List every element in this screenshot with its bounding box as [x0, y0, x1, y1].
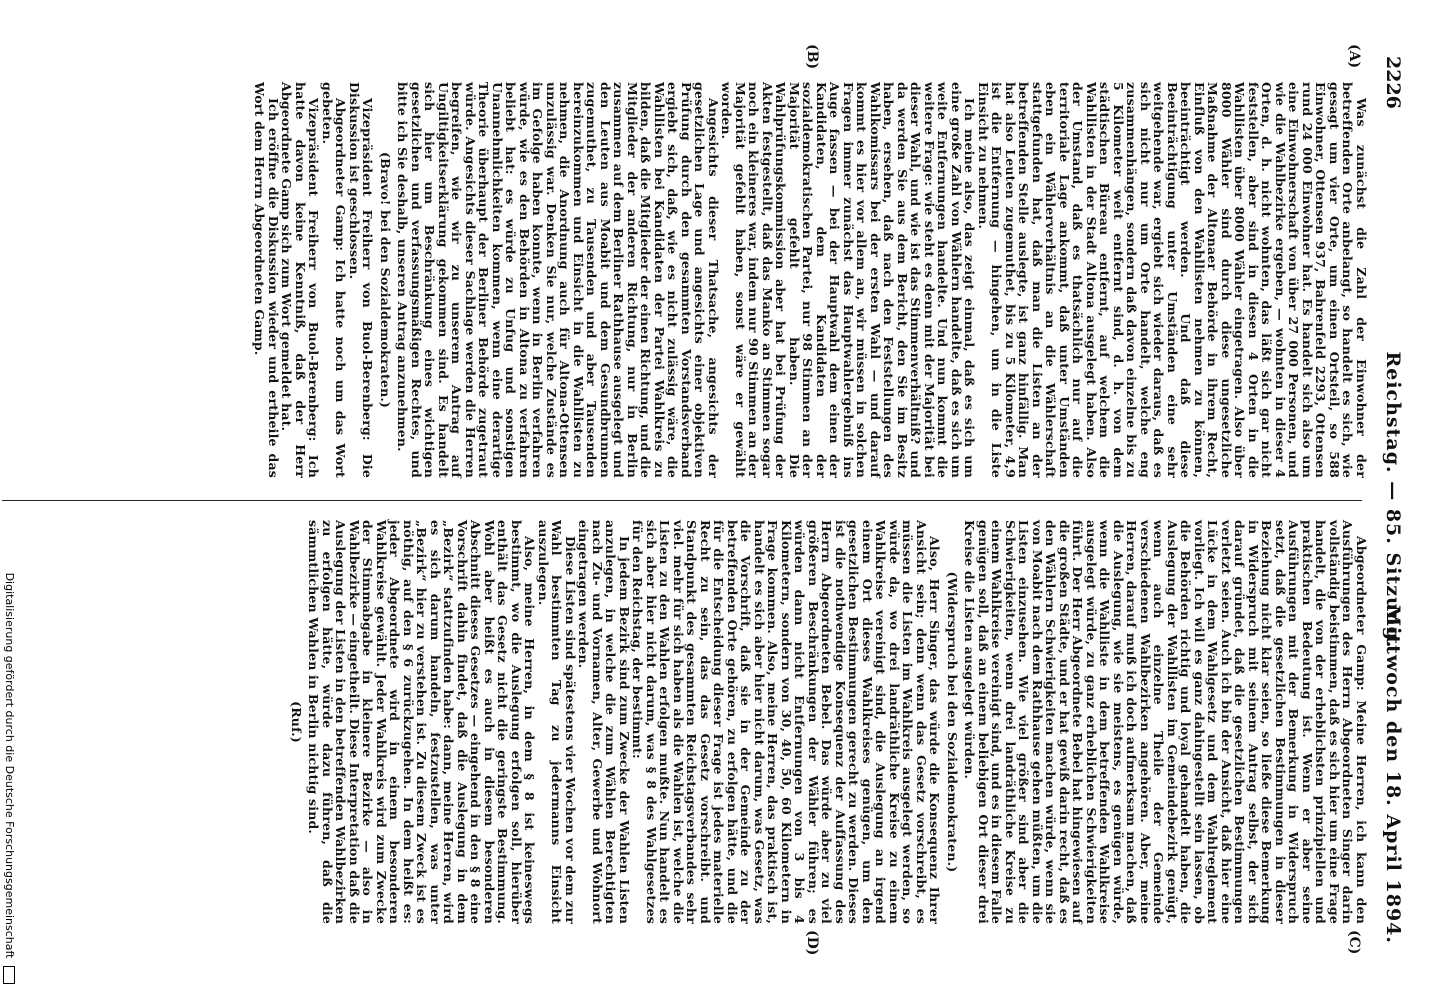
- quotation: In jedem Bezirk sind zum Zwecke der Wahlen Listen anzulegen, in welche die zum Wählen Berechtigten nach Zu- und Vornamen, Alter, Gewerbe und Wohnort eingetragen werden.: [576, 520, 632, 924]
- left-column: [253, 82, 1368, 478]
- running-title: Reichstag. — 85. Sitzung.: [1382, 351, 1404, 649]
- credit-text: Digitalisierung gefördert durch die Deutsche Forschungsgemeinschaft: [3, 572, 16, 959]
- paragraph: Abgeordneter Gamp: Meine Herren, ich kann den Ausführungen des Herrn Abgeordneten Singer darin vollständig beistimmen, daß es sich hier um eine Frage handelt, die von der erheblichsten prinzipiellen und praktischen Bedeutung ist. Wenn er aber seine Ausführungen mit der Bemerkung in Widerspruch setzt, daß die gesetzlichen Bestimmungen in dieser Beziehung nicht klar seien, so ließe diese Bemerkung in Widerspruch mit seinem Antrag selbst, der sich darauf gründet, daß die gesetzlichen Bestimmungen verletzt seien. Auch ich bin der Ansicht, daß hier eine Lücke in dem Wahlgesetz und dem Wahlreglement vorliegt. Ich will es ganz dahingestellt sein lassen, ob die Behörden richtig und loyal gehandelt haben, die Auslegung der Wahllisten im Gemeindebezirk genügt, wenn auch einzelne Theile der Gemeinde verschiedenen Wahlbezirken angehören. Aber, meine Herren, darauf muß ich doch aufmerksam machen, daß die Auslegung, wie sie meistens, es genügen würde, wenn die Wahlliste in dem betreffenden Wahlkreise ausgelegt würde, zu ganz erheblichen Schwierigkeiten führt. Der Herr Abgeordnete Bebel hat hingewiesen auf die großen Städte, und er hat gewiß darin recht, daß es den Wählern Schwierigkeiten machen würde, wenn sie von Moabit nach dem Rathhause gehen müßten, um die Listen einzusehen. Wie viel größer sind aber die Schwierigkeiten, wenn drei landräthliche Kreise zu einem Wahlkreise vereinigt sind, und es in diesem Falle genügen soll, daß an einem beliebigen Ort dieser drei Kreise die Listen ausgelegt würden.: [962, 520, 1369, 924]
- paragraph: Was zunächst die Zahl der Einwohner der betreffenden Orte anbelangt, so handelt es sich, wie gesagt um vier Orte, um einen Ortsteil, so 588 Einwohner, Ottensen 937, Bahrenfeld 2293, Ottensen rund 24 000 Einwohner hat. Es handelt sich also um eine Einwohnerschaft von über 27 000 Personen, und wie die Wahlbezirke ergeben, — wohnten in dieser 4 Orten, d. h. nicht wohnten, das läßt sich gar nicht feststellen, aber sind in diesen 4 Orten in die Wahllisten über 8000 Wähler eingetragen. Also über 8000 Wähler sind durch diese ungesetzliche Maßnahme der Altonaer Behörde in ihrem Recht, Einfluß von den Wahllisten nehmen zu können, beeinträchtigt werden. Und daß diese Beeinträchtigung unter Umständen eine sehr weitgehende war, ergiebt sich wieder daraus, daß es sich nicht nur um Orte handelt, welche eng zusammenhängen, sondern daß davon einzelne bis zu 5 Kilometer weit entfernt sind, d. h. von dem städtischen Büreau entfernt, auf welchem die Wahllisten in der Stadt Altona ausgelegt haben. Also der Umstand, daß es thatsächlich nur auf die territoriale Lage ankommt, daß unter Umständen eben ein Wählerverhältnis an die Wählerschaft stattgefunden hat, daß man die Listen an der betreffenden Stelle auslegte, ist ganz hinfällig. Man hat also Leuten zugemuthet, bis zu 5 Kilometer, 4,9 ist die Entfernung — hingehen, um in die Liste Einsicht zu nehmen.: [976, 82, 1369, 478]
- paragraph: Also, Herr Singer, das würde die Konsequenz Ihrer Ansicht sein; denn wenn das Gesetz vorschreibt, es müssen die Listen im Wahlkreis ausgelegt werden, so würde da, wo drei landräthliche Kreise zu einem Wahlkreise vereinigt sind, die Auslegung an irgend einem Ort dieses Wahlkreises genügen, um den gesetzlichen Bestimmungen gerecht zu werden. Dieses ist die nothwendige Konsequenz der Auffassung des Herrn Abgeordneten Bebel. Das würde aber zu viel größeren Beschränkungen der Wähler führen; es würden dann nicht Entfernungen von 3 bis 4 Kilometern, sondern von 30, 40, 50, 60 Kilometern in Frage kommen. Also, meine Herren, das praktisch ist, handelt es sich aber hier nicht darum, was Gesetz, was die Vorschrift, daß sie in der Gemeinde zu der betreffenden Orte gehören, zu erfolgen hätte, und die für die Entscheidung dieser Frage ist jedes materielle Recht zu sein, das das Gesetz vorschreibt. und Standpunkt des gesammten Reichstagsverbandes sehr viel. mehr für sich haben als die Wahlen ist, welche die Listen zu den Wahlen erfolgen mußte. Nun handelt es sich aber hier nicht darum, was § 8 des Wahlgesetzes für den Reichstag, der bestimmt:: [630, 520, 943, 924]
- page-header: [1374, 56, 1410, 944]
- paragraph: Abgeordneter Gamp: Ich hatte noch um das Wort gebeten.: [320, 82, 349, 478]
- paragraph: Vizepräsident Freiherr von Buol-Berenberg: Ich hatte davon keine Kenntniß, daß der Herr Abgeordnete Gamp sich zum Wort gemeldet hat.: [279, 82, 322, 478]
- paragraph: Also, meine Herren, in dem § 8 ist keineswegs bestimmt, wo die Auslegung erfolgen soll, hierüber enthält das Gesetz nicht die geringste Bestimmung. Wohl aber heißt es auch in diesem besonderen Abschnitt dieses Gesetzes — eingehend in den § 8 eine Vorschrift dahin findet, daß die Auslegung in dem „Bezirk“ stattzufinden habe: dann, meine Herren, wird es sich darum handeln, festzustellen, was unter „Bezirk“ hier zu verstehen ist. Zu diesem Zweck ist es nöthig, auf den § 6 zurückzugehen. In dem heißt es: jeder Abgeordnete wird in einem besonderen Wahlkreise gewählt. Jeder Wahlkreis wird zum Zwecke der Stimmabgabe in kleinere Bezirke — also in Wahlbezirke — eingetheilt. Diese Interpretation daß die Auslegung der Listen in den betreffenden Wahlbezirken zu erfolgen hätte, würde dazu führen, daß die sämmtlichen Wahlen in Berlin nichtig sind.: [306, 520, 538, 924]
- right-column: [286, 520, 1369, 924]
- paragraph: Vizepräsident Freiherr von Buol-Berenberg: Die Diskussion ist geschlossen.: [347, 82, 376, 478]
- marker-c: (C): [1346, 930, 1362, 955]
- digitization-credit: [0, 0, 18, 1000]
- interjection: (Widerspruch bei den Sozialdemokraten.): [945, 571, 960, 873]
- dfg-logo: [3, 966, 15, 984]
- quotation: Diese Listen sind spätestens vier Wochen vor dem zur Wahl bestimmten Tag zu jedermanns Einsicht auszulegen.: [536, 520, 578, 924]
- marker-b: (B): [804, 44, 820, 70]
- interjection: (Bravo! bei den Sozialdemokraten.): [378, 151, 393, 409]
- page-number: 2226: [1382, 56, 1404, 109]
- marker-a: (A): [1346, 44, 1362, 69]
- paragraph: Angesichts dieser Thatsache, angesichts der gesetzlichen Lage und angesichts einer objektiven Prüfung durch den gesammten Vorstandsverband ergiebt sich, daß, wie es nicht zulässig wäre, die Wahllisten bei Kandidaten der Partei Wahlkreis zu bilden, daß die Mitglieder der einen Richtung, und die Mitglieder der anderen Richtung, nur in Berlin zusammen auf dem Berliner Rathhause ausgelegt und den Leuten aus Moabit und dem Gesundbrunnen zugemuthet, zu Tausenden und aber Tausenden hereinzukommen und Einsicht in die Wahllisten zu nehmen, die Anordnung auch für Altona-Ottensen unzulässig war. Denken Sie nur, welche Zustände es im Gefolge haben konnte, wenn in Berlin verfahren würde, wie es den Behörden in Altona zu verfahren beliebt hat: es würde zu Unfug und sonstigen Unannehmlichkeiten kommen, wenn eine derartige Theorie überhaupt der Berliner Behörde zugetraut würde. Angesichts dieser Sachlage werden die Herren begreifen, wie wir zu unserem Antrag auf Ungiltigkeitserklärung gekommen sind. Es handelt sich hier um Beschränkung eines wichtigen gesetzlichen und verfassungsmäßigen Rechtes, und bitte ich Sie deshalb, unseren Antrag anzunehmen.: [395, 82, 721, 478]
- marker-d: (D): [804, 930, 820, 956]
- column-divider: [2, 500, 1362, 501]
- session-date: Mittwoch den 18. April 1894.: [1382, 605, 1404, 944]
- paragraph: Ich meine also, das zeigt einmal, daß es sich um eine große Zahl von Wählern handelte, daß es sich um weite Entfernungen handelte. Und nun kommt die weitere Frage: wie steht es denn mit der Majorität bei dieser Wahl, und wie ist das Stimmenverhältniß? und da werden Sie aus dem Bericht, den Sie im Besitz haben, ersehen, daß nach den Feststellungen des Wahlkomissars bei der ersten Wahl — und darauf kommt es hier vor allem an, wir müssen in solchen Fragen immer zunächst das Hauptwahlergebniß ins Auge fassen — bei der Hauptwahl dem einen der Kandidaten, dem Kandidaten der sozialdemokratischen Partei, nur 98 Stimmen an der Majorität gefehlt haben. Die Wahlprüfungskommission aber hat bei Prüfung der Akten festgestellt, daß das Manko an Stimmen sogar noch ein kleineres war, indem nur 90 Stimmen an der Majorität gefehlt haben, sonst wäre er gewählt worden.: [719, 82, 978, 478]
- interjection: (Ruf.): [289, 701, 304, 743]
- paragraph: Ich eröffne die Diskussion wieder und ertheile das Wort dem Herrn Abgeordneten Gamp.: [252, 82, 281, 478]
